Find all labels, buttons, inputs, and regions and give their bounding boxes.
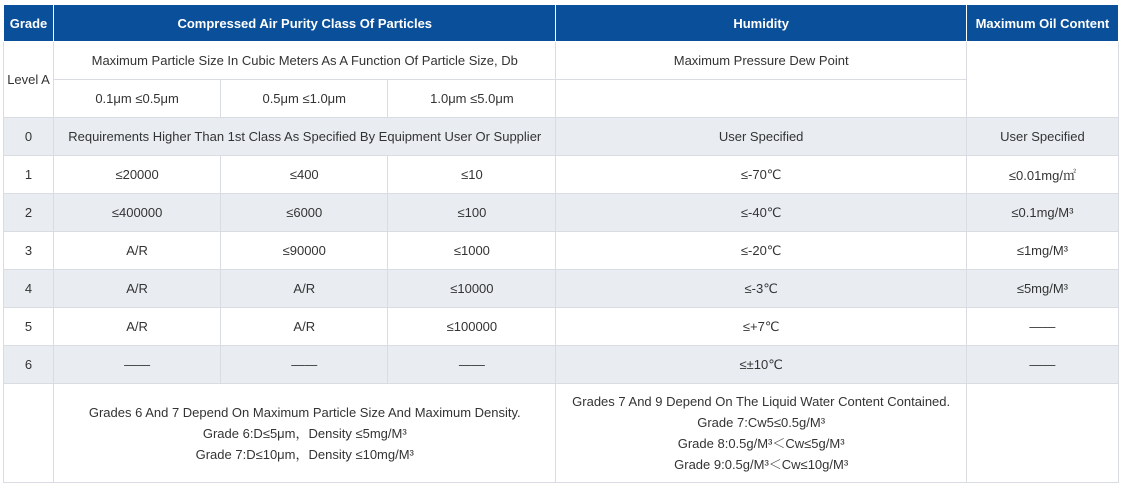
grade-cell: 1: [4, 156, 54, 194]
humidity-note-line: Grade 7:Cw5≤0.5g/M³: [697, 415, 826, 430]
dew-point-description: Maximum Pressure Dew Point: [556, 42, 966, 80]
notes-grade-empty: [4, 384, 54, 483]
particle-cell-3: ≤100000: [388, 308, 556, 346]
particle-size-description: Maximum Particle Size In Cubic Meters As A Function Of Particle Size, Db: [54, 42, 556, 80]
particle-cell-3: ≤100: [388, 194, 556, 232]
grade-cell: 5: [4, 308, 54, 346]
particle-cell-2: ≤90000: [221, 232, 388, 270]
size-range-1: 0.1μm ≤0.5μm: [54, 80, 221, 118]
humidity-note-line: Grade 9:0.5g/M³＜Cw≤10g/M³: [674, 457, 849, 472]
size-range-2: 0.5μm ≤1.0μm: [221, 80, 388, 118]
air-purity-table: [3, 4, 1119, 483]
notes-oil-empty: [966, 384, 1118, 483]
table-row: [4, 308, 1119, 346]
oil-cell: ≤5mg/M³: [966, 270, 1118, 308]
humidity-notes: [556, 384, 966, 483]
header-humidity: Humidity: [556, 5, 966, 42]
particle-notes: [54, 384, 556, 483]
oil-cell: ——: [966, 346, 1118, 384]
particle-cell-3: ≤10000: [388, 270, 556, 308]
particle-cell-3: ≤10: [388, 156, 556, 194]
particle-cell-3: ≤1000: [388, 232, 556, 270]
grade-cell: 0: [4, 118, 54, 156]
oil-cell: User Specified: [966, 118, 1118, 156]
particle-cell-2: ——: [221, 346, 388, 384]
humidity-cell: ≤±10℃: [556, 346, 966, 384]
header-purity: Compressed Air Purity Class Of Particles: [54, 5, 556, 42]
oil-cell: ≤0.1mg/M³: [966, 194, 1118, 232]
humidity-cell: ≤-20℃: [556, 232, 966, 270]
level-a-label: Level A: [4, 42, 54, 118]
level-a-row: [4, 42, 1119, 80]
particle-note-line: Grades 6 And 7 Depend On Maximum Particle Size And Maximum Density.: [88, 404, 521, 420]
header-grade: Grade: [4, 5, 54, 42]
grade-cell: 2: [4, 194, 54, 232]
notes-row: [4, 384, 1119, 483]
particle-cell-3: ——: [388, 346, 556, 384]
particle-cell-1: A/R: [54, 270, 221, 308]
particle-cell-2: ≤6000: [221, 194, 388, 232]
humidity-cell: ≤-40℃: [556, 194, 966, 232]
particle-cell-2: ≤400: [221, 156, 388, 194]
particle-cell-1: ≤400000: [54, 194, 221, 232]
humidity-note-line: Grades 7 And 9 Depend On The Liquid Water Content Contained.: [572, 394, 951, 409]
oil-cell: ——: [966, 308, 1118, 346]
particle-size-row: [4, 80, 1119, 118]
particle-note-line: Grade 7:D≤10μm，Density ≤10mg/M³: [195, 446, 414, 462]
particle-cell-1: A/R: [54, 308, 221, 346]
table-row: [4, 156, 1119, 194]
particle-cell-1: A/R: [54, 232, 221, 270]
table-row: [4, 118, 1119, 156]
grade-cell: 4: [4, 270, 54, 308]
oil-cell: ≤1mg/M³: [966, 232, 1118, 270]
size-range-3: 1.0μm ≤5.0μm: [388, 80, 556, 118]
grade-cell: 3: [4, 232, 54, 270]
grade-cell: 6: [4, 346, 54, 384]
humidity-cell: ≤-70℃: [556, 156, 966, 194]
header-row: [4, 5, 1119, 42]
table-row: [4, 194, 1119, 232]
oil-cell: ≤0.01mg/㎡: [966, 156, 1118, 194]
requirements-cell: Requirements Higher Than 1st Class As Specified By Equipment User Or Supplier: [54, 118, 556, 156]
particle-cell-1: ≤20000: [54, 156, 221, 194]
header-oil: Maximum Oil Content: [966, 5, 1118, 42]
particle-cell-2: A/R: [221, 270, 388, 308]
particle-cell-1: ——: [54, 346, 221, 384]
humidity-empty-cell: [556, 80, 966, 118]
particle-cell-2: A/R: [221, 308, 388, 346]
humidity-cell: ≤-3℃: [556, 270, 966, 308]
oil-empty-cell: [966, 42, 1118, 118]
humidity-cell: ≤+7℃: [556, 308, 966, 346]
particle-note-line: Grade 6:D≤5μm，Density ≤5mg/M³: [202, 425, 407, 441]
table-row: [4, 270, 1119, 308]
table-row: [4, 346, 1119, 384]
humidity-note-line: Grade 8:0.5g/M³＜Cw≤5g/M³: [677, 436, 845, 451]
table-row: [4, 232, 1119, 270]
humidity-cell: User Specified: [556, 118, 966, 156]
